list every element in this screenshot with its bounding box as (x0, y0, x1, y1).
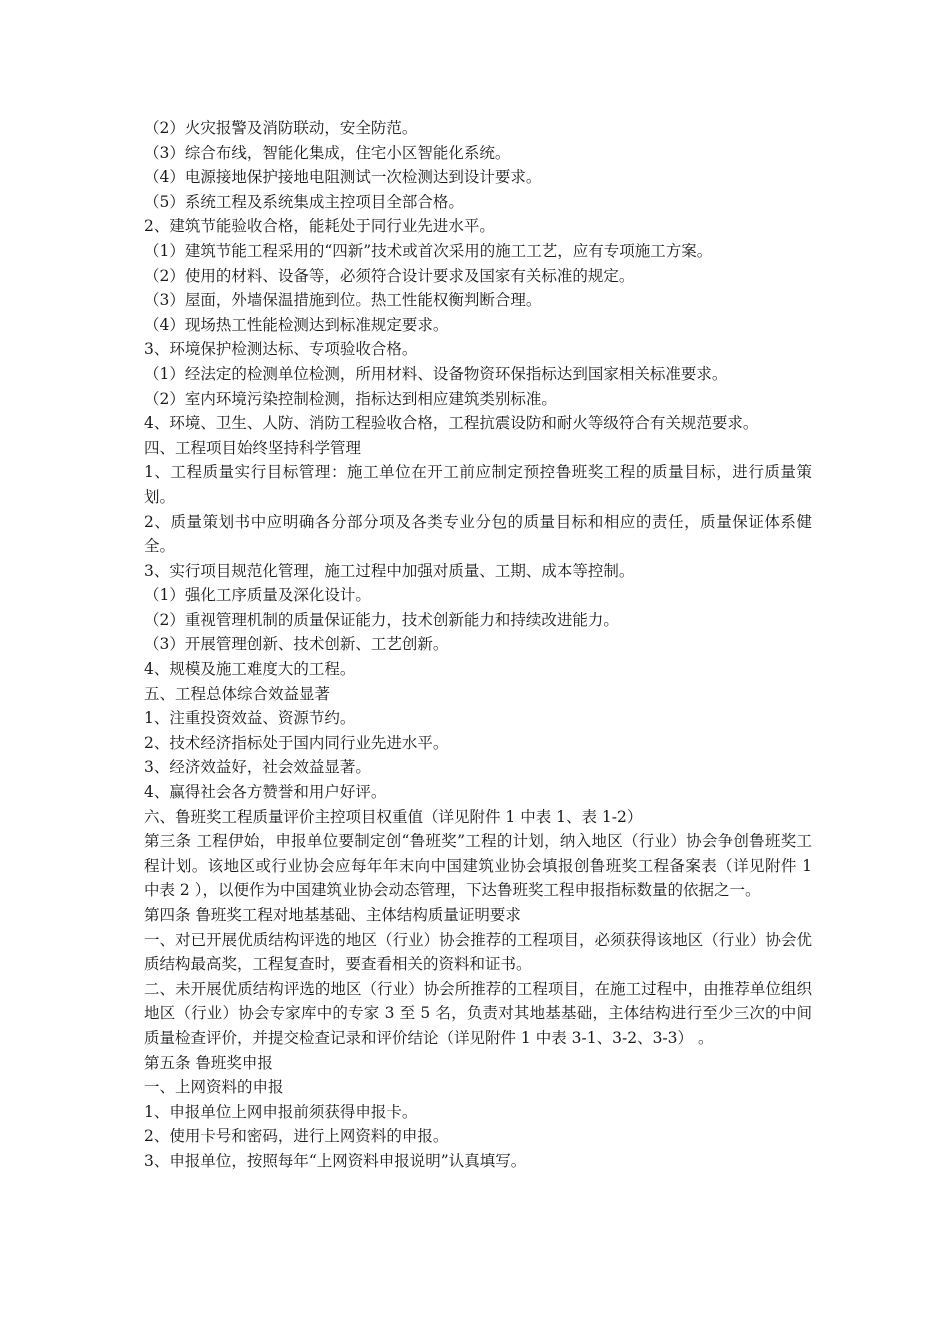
chapter-heading: 一、上网资料的申报 (144, 1078, 284, 1097)
paragraph: 二、未开展优质结构评选的地区（行业）协会所推荐的工程项目，在施工过程中，由推荐单位组织地区（行业）协会专家库中的专家 3 至 5 名，负责对其地基基础，主体结构进行至少三次的中间质量检查评价，并提交检查记录和评价结论（详见附件 1 中表 3-1、3-2、3-3） 。 (144, 979, 812, 1047)
text-line: （4）现场热工性能检测达到标准规定要求。 (144, 315, 449, 334)
text-line: （2）使用的材料、设备等，必须符合设计要求及国家有关标准的规定。 (144, 266, 635, 285)
text-line: 1、注重投资效益、资源节约。 (144, 709, 356, 728)
section-heading: 4、规模及施工难度大的工程。 (144, 660, 356, 679)
section-heading: 2、建筑节能验收合格，能耗处于同行业先进水平。 (144, 217, 495, 236)
text-line: 4、赢得社会各方赞誉和用户好评。 (144, 783, 387, 802)
text-line: （2）室内环境污染控制检测，指标达到相应建筑类别标准。 (144, 389, 557, 408)
section-heading: 4、环境、卫生、人防、消防工程验收合格，工程抗震设防和耐火等级符合有关规范要求。 (144, 414, 759, 433)
text-line: 3、经济效益好，社会效益显著。 (144, 758, 371, 777)
text-line: （3）屋面，外墙保温措施到位。热工性能权衡判断合理。 (144, 291, 542, 310)
paragraph: 2、质量策划书中应明确各分部分项及各类专业分包的质量目标和相应的责任，质量保证体系健全。 (144, 512, 812, 556)
article-heading: 第四条 鲁班奖工程对地基基础、主体结构质量证明要求 (144, 906, 521, 924)
text-line: （1）建筑节能工程采用的“四新”技术或首次采用的施工工艺，应有专项施工方案。 (144, 241, 713, 260)
section-heading: 3、实行项目规范化管理，施工过程中加强对质量、工期、成本等控制。 (144, 561, 635, 580)
article-paragraph: 第三条 工程伊始，申报单位要制定创“鲁班奖”工程的计划，纳入地区（行业）协会争创鲁班奖工程计划。该地区或行业协会应每年年末向中国建筑业协会填报创鲁班奖工程备案表（详见附件 1 中表 2 ），以便作为中国建筑业协会动态管理，下达鲁班奖工程申报指标数量的依据之一。 (144, 832, 812, 900)
paragraph: 一、对已开展优质结构评选的地区（行业）协会推荐的工程项目，必须获得该地区（行业）协会优质结构最高奖，工程复查时，要查看相关的资料和证书。 (144, 930, 812, 974)
text-line: 3、申报单位，按照每年“上网资料申报说明”认真填写。 (144, 1151, 527, 1170)
text-line: （3）综合布线，智能化集成，住宅小区智能化系统。 (144, 143, 511, 162)
text-line: （2）火灾报警及消防联动，安全防范。 (144, 119, 418, 137)
text-line: 2、使用卡号和密码，进行上网资料的申报。 (144, 1127, 449, 1146)
section-heading: 3、环境保护检测达标、专项验收合格。 (144, 340, 418, 359)
document-page (144, 116, 812, 1174)
chapter-heading: 五、工程总体综合效益显著 (144, 684, 331, 703)
text-line: （2）重视管理机制的质量保证能力，技术创新能力和持续改进能力。 (144, 610, 619, 629)
text-line: （3）开展管理创新、技术创新、工艺创新。 (144, 635, 449, 654)
text-line: （1）强化工序质量及深化设计。 (144, 586, 371, 605)
text-line: （5）系统工程及系统集成主控项目全部合格。 (144, 192, 464, 211)
text-line: 2、技术经济指标处于国内同行业先进水平。 (144, 733, 449, 752)
article-heading: 第五条 鲁班奖申报 (144, 1053, 273, 1072)
text-line: （4）电源接地保护接地电阻测试一次检测达到设计要求。 (144, 168, 542, 187)
text-line: 1、申报单位上网申报前须获得申报卡。 (144, 1102, 418, 1121)
chapter-heading: 六、鲁班奖工程质量评价主控项目权重值（详见附件 1 中表 1、表 1-2） (144, 807, 643, 826)
chapter-heading: 四、工程项目始终坚持科学管理 (144, 438, 362, 457)
paragraph: 1、工程质量实行目标管理：施工单位在开工前应制定预控鲁班奖工程的质量目标，进行质量策划。 (144, 463, 812, 506)
text-line: （1）经法定的检测单位检测，所用材料、设备物资环保指标达到国家相关标准要求。 (144, 364, 728, 383)
